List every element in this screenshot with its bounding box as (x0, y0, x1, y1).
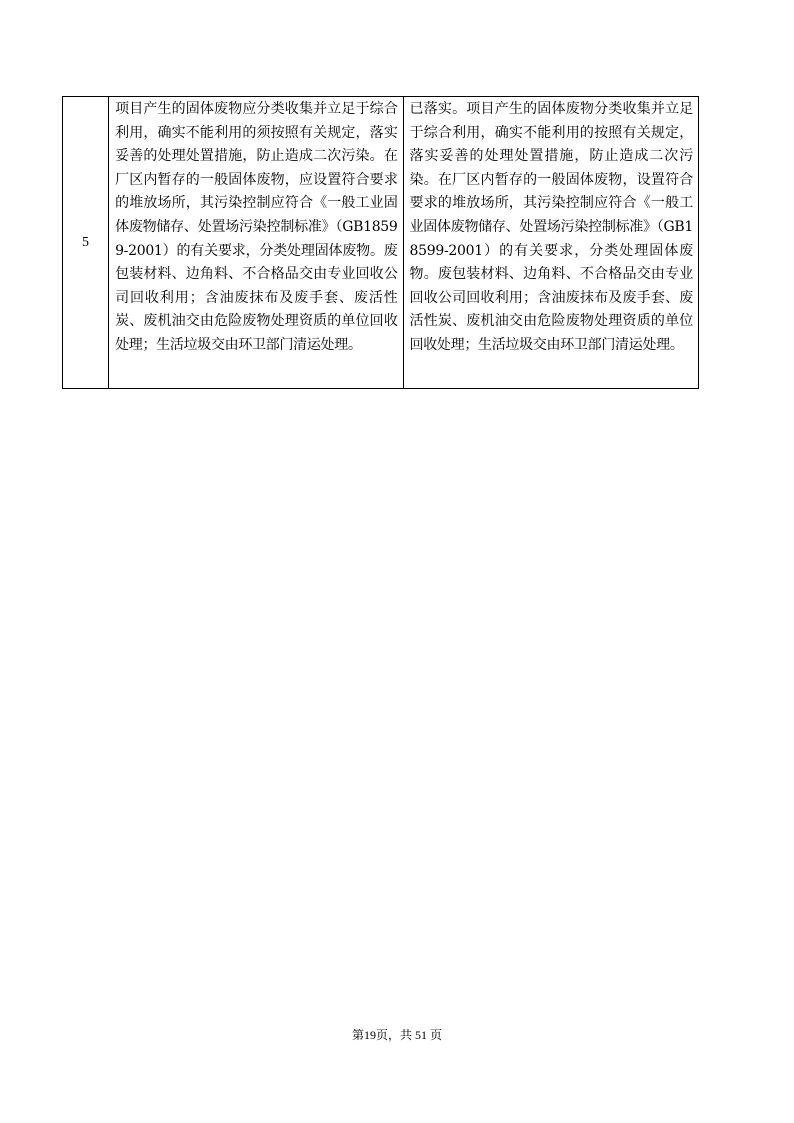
implementation-status-text: 已落实。项目产生的固体废物分类收集并立足于综合利用，确实不能利用的按照有关规定，落实妥善的处理处置措施，防止造成二次污染。在厂区内暂存的一般固体废物，设置符合要求的堆放场所，其污染控制应符合《一般工业固体废物储存、处置场污染控制标准》（GB18599-2001）的有关要求，分类处理固体废物。废包装材料、边角料、不合格品交由专业回收公司回收利用；含油废抹布及废手套、废活性炭、废机油交由危险废物处理资质的单位回收处理；生活垃圾交由环卫部门清运处理。 (409, 101, 693, 353)
requirement-cell (109, 97, 403, 389)
row-number: 5 (82, 234, 90, 250)
requirements-table (62, 96, 699, 389)
requirement-text: 项目产生的固体废物应分类收集并立足于综合利用，确实不能利用的须按照有关规定，落实妥善的处理处置措施，防止造成二次污染。在厂区内暂存的一般固体废物，应设置符合要求的堆放场所，其污染控制应符合《一般工业固体废物储存、处置场污染控制标准》（GB18599-2001）的有关要求，分类处理固体废物。废包装材料、边角料、不合格品交由专业回收公司回收利用；含油废抹布及废手套、废活性炭、废机油交由危险废物处理资质的单位回收处理；生活垃圾交由环卫部门清运处理。 (115, 101, 398, 353)
page-footer (0, 1026, 794, 1043)
row-number-cell (63, 97, 109, 389)
page-number-label: 第19页，共 51 页 (351, 1028, 442, 1042)
table-row (63, 97, 699, 389)
status-cell (403, 97, 698, 389)
